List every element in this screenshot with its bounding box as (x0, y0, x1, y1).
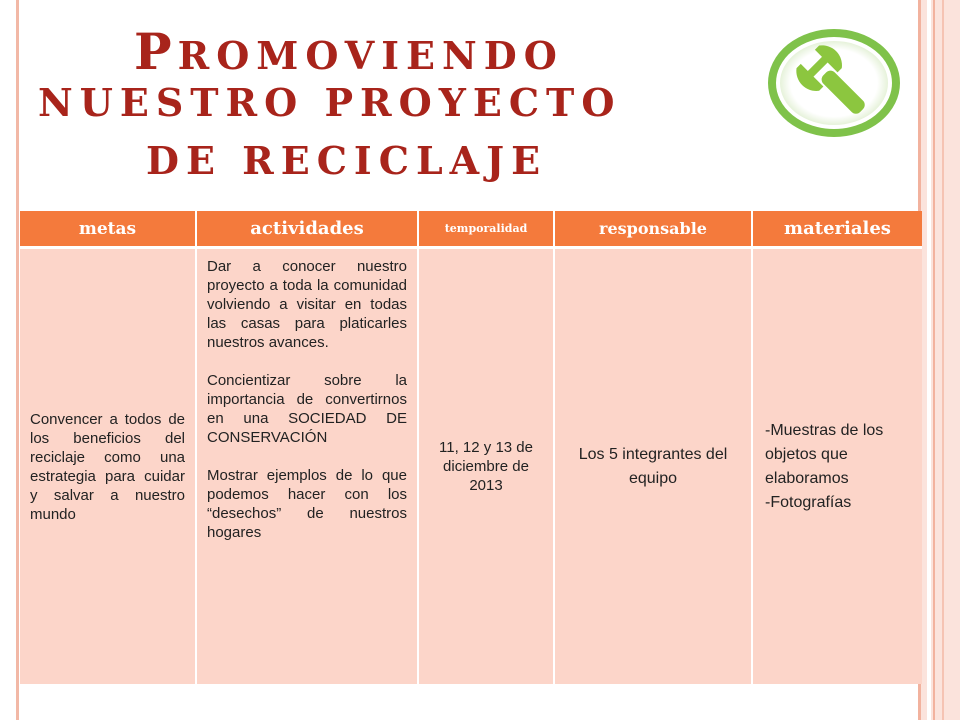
wrench-icon (762, 28, 914, 138)
right-decorative-stripes (918, 0, 960, 720)
title-line-3: DE RECICLAJE (146, 138, 548, 183)
project-table (20, 211, 922, 684)
cell-temporalidad: 11, 12 y 13 de diciembre de 2013 (419, 249, 555, 684)
title-line-1: PROMOVIENDO (134, 22, 564, 81)
cell-materiales (753, 249, 922, 684)
header-temporalidad: temporalidad (419, 211, 555, 249)
actividad-3: Mostrar ejemplos de lo que podemos hacer con los “desechos” de nuestros hogares (207, 467, 407, 541)
actividad-1: Dar a conocer nuestro proyecto a toda la comunidad volviendo a visitar en todas las casas para platicarles nuestros avances. (207, 258, 407, 351)
material-2: -Fotografías (765, 493, 852, 511)
title-line-2: NUESTRO PROYECTO (38, 80, 622, 125)
header-metas: metas (20, 211, 197, 249)
cell-metas: Convencer a todos de los beneficios del reciclaje como una estrategia para cuidar y salvar a nuestro mundo (20, 249, 197, 684)
material-1: -Muestras de los objetos que elaboramos (765, 421, 884, 487)
cell-responsable: Los 5 integrantes del equipo (555, 249, 753, 684)
header-actividades: actividades (197, 211, 419, 249)
actividad-2: Concientizar sobre la importancia de convertirnos en una SOCIEDAD DE CONSERVACIÓN (207, 372, 407, 446)
cell-actividades (197, 249, 419, 684)
left-border-rule (16, 0, 19, 720)
header-materiales: materiales (753, 211, 922, 249)
header-responsable: responsable (555, 211, 753, 249)
table-row (20, 249, 922, 684)
table-header-row (20, 211, 922, 249)
